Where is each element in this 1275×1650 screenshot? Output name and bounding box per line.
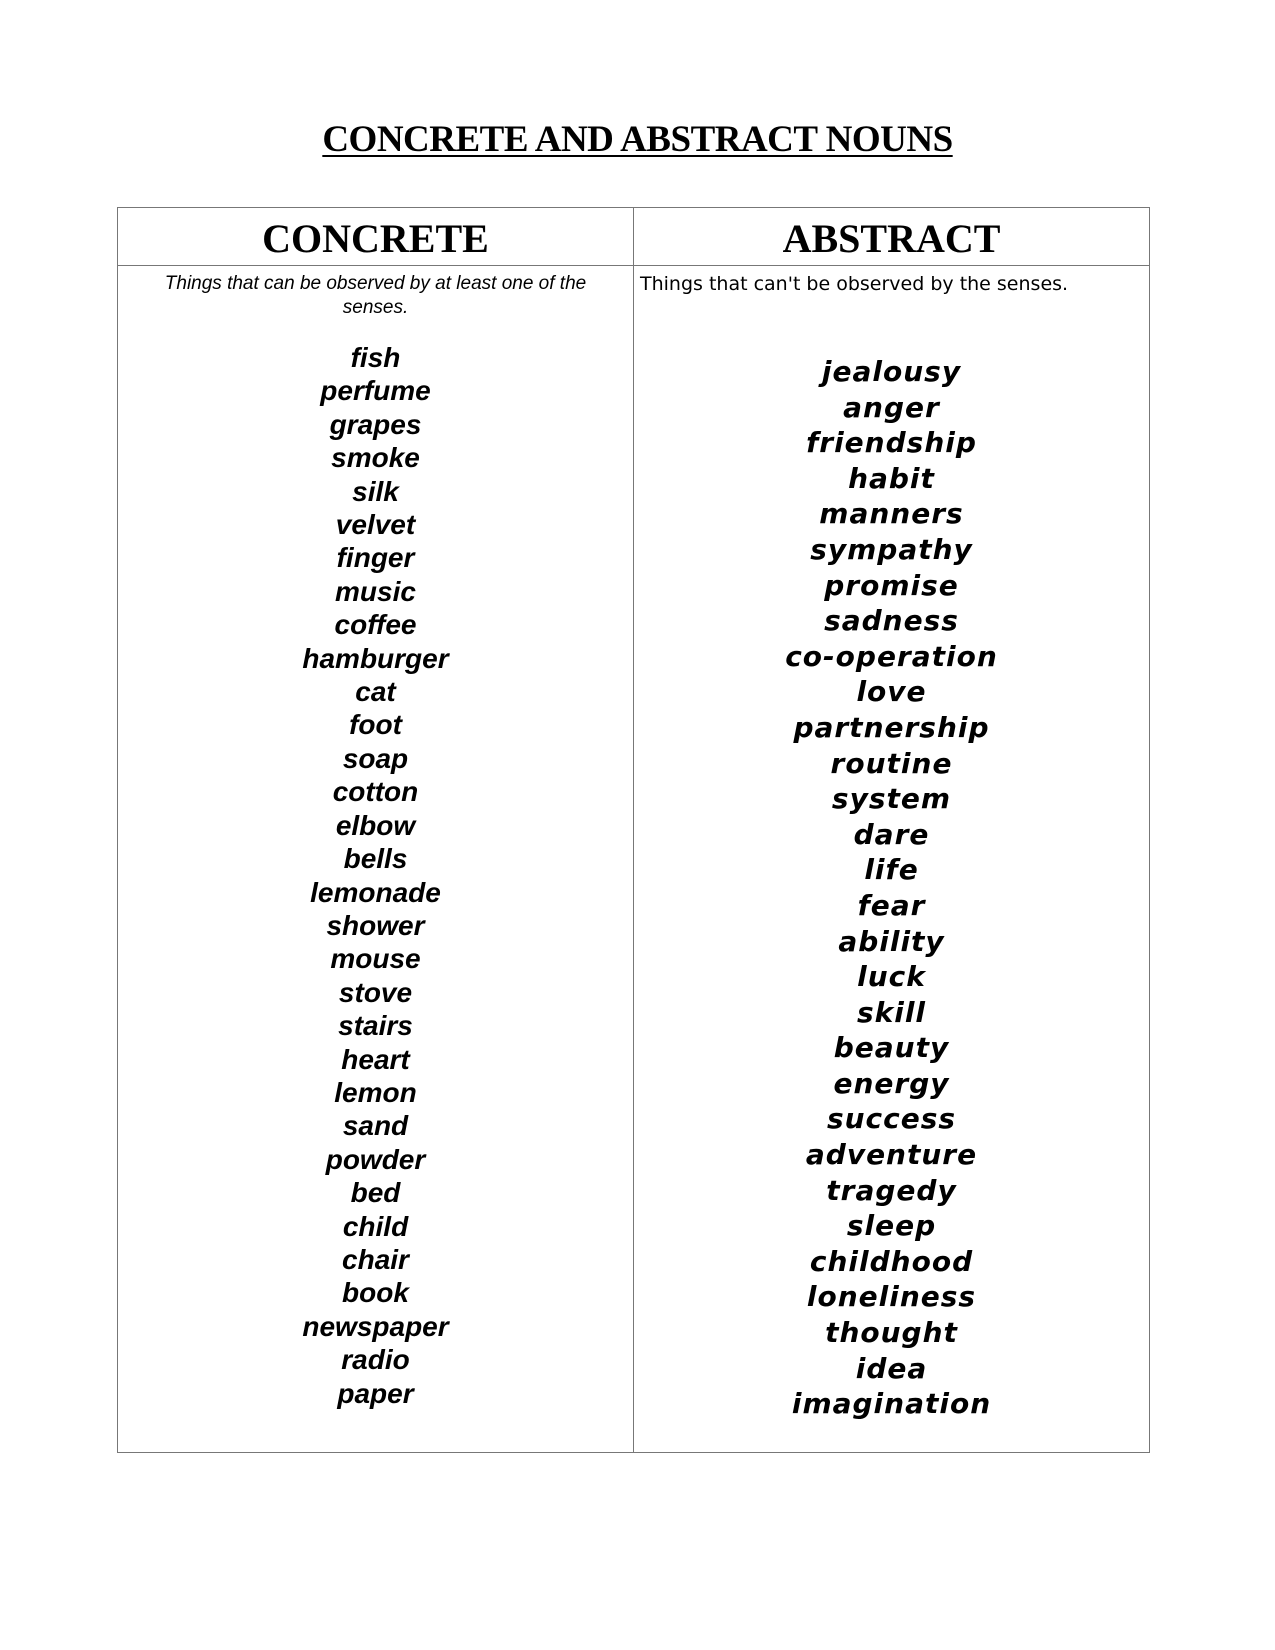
- concrete-word: newspaper: [302, 1310, 449, 1342]
- concrete-word: bed: [350, 1177, 401, 1209]
- abstract-word: ability: [838, 924, 945, 958]
- concrete-word: perfume: [320, 375, 431, 407]
- concrete-word: music: [335, 575, 416, 607]
- abstract-word: adventure: [805, 1138, 978, 1172]
- concrete-word: chair: [342, 1243, 409, 1275]
- concrete-word: cat: [355, 676, 396, 708]
- concrete-word: lemonade: [310, 876, 441, 908]
- concrete-word: mouse: [330, 943, 421, 975]
- header-divider: [118, 265, 1149, 266]
- concrete-description: Things that can be observed by at least one of the senses.: [164, 273, 587, 318]
- abstract-word: love: [856, 675, 927, 709]
- abstract-word: luck: [857, 960, 926, 994]
- abstract-word: routine: [830, 746, 953, 780]
- abstract-word: idea: [855, 1351, 928, 1385]
- abstract-word: life: [864, 853, 919, 887]
- abstract-word: habit: [848, 461, 935, 495]
- concrete-word: powder: [325, 1143, 426, 1175]
- abstract-word: anger: [843, 390, 940, 424]
- concrete-heading: CONCRETE: [262, 216, 489, 261]
- abstract-word: beauty: [833, 1031, 950, 1065]
- concrete-word: stove: [338, 976, 413, 1008]
- abstract-word: sadness: [824, 604, 959, 638]
- concrete-word: bells: [343, 843, 408, 875]
- nouns-table: [117, 207, 1150, 1453]
- abstract-word-list: [634, 354, 1149, 1422]
- concrete-word: silk: [352, 475, 399, 507]
- concrete-word: shower: [326, 909, 425, 941]
- concrete-word: foot: [349, 709, 402, 741]
- concrete-word: coffee: [334, 609, 417, 641]
- abstract-word: tragedy: [826, 1173, 957, 1207]
- abstract-word: fear: [857, 888, 926, 922]
- concrete-word: cotton: [332, 776, 419, 808]
- concrete-word: stairs: [338, 1010, 413, 1042]
- abstract-word: sympathy: [810, 532, 973, 566]
- concrete-word: grapes: [329, 408, 422, 440]
- abstract-word: co-operation: [785, 639, 998, 673]
- concrete-word-list: [118, 341, 633, 1410]
- concrete-word: finger: [336, 542, 415, 574]
- abstract-word: loneliness: [806, 1280, 977, 1314]
- abstract-description: Things that can't be observed by the senses.: [640, 273, 1069, 295]
- concrete-word: hamburger: [302, 642, 449, 674]
- abstract-word: skill: [856, 995, 927, 1029]
- abstract-word: system: [831, 782, 952, 816]
- abstract-word: imagination: [791, 1387, 992, 1421]
- abstract-word: partnership: [793, 710, 990, 744]
- concrete-word: lemon: [334, 1076, 417, 1108]
- abstract-word: manners: [819, 497, 964, 531]
- abstract-word: success: [826, 1102, 957, 1136]
- concrete-word: elbow: [335, 809, 416, 841]
- abstract-word: friendship: [806, 426, 977, 460]
- abstract-word: thought: [825, 1316, 958, 1350]
- abstract-word: promise: [824, 568, 959, 602]
- abstract-word: dare: [853, 817, 930, 851]
- page-title: CONCRETE AND ABSTRACT NOUNS: [322, 119, 953, 160]
- concrete-word: fish: [350, 342, 401, 373]
- concrete-word: radio: [341, 1344, 410, 1376]
- concrete-word: heart: [341, 1043, 410, 1075]
- abstract-word: sleep: [846, 1209, 937, 1243]
- concrete-word: smoke: [331, 442, 420, 474]
- abstract-word: energy: [833, 1066, 950, 1100]
- concrete-word: child: [342, 1210, 409, 1242]
- concrete-word: soap: [342, 742, 409, 774]
- abstract-word: jealousy: [821, 355, 962, 388]
- concrete-word: paper: [337, 1377, 414, 1409]
- concrete-word: book: [342, 1277, 409, 1309]
- abstract-heading: ABSTRACT: [782, 216, 1001, 261]
- concrete-word: sand: [342, 1110, 409, 1142]
- concrete-word: velvet: [335, 509, 416, 541]
- abstract-word: childhood: [809, 1244, 974, 1278]
